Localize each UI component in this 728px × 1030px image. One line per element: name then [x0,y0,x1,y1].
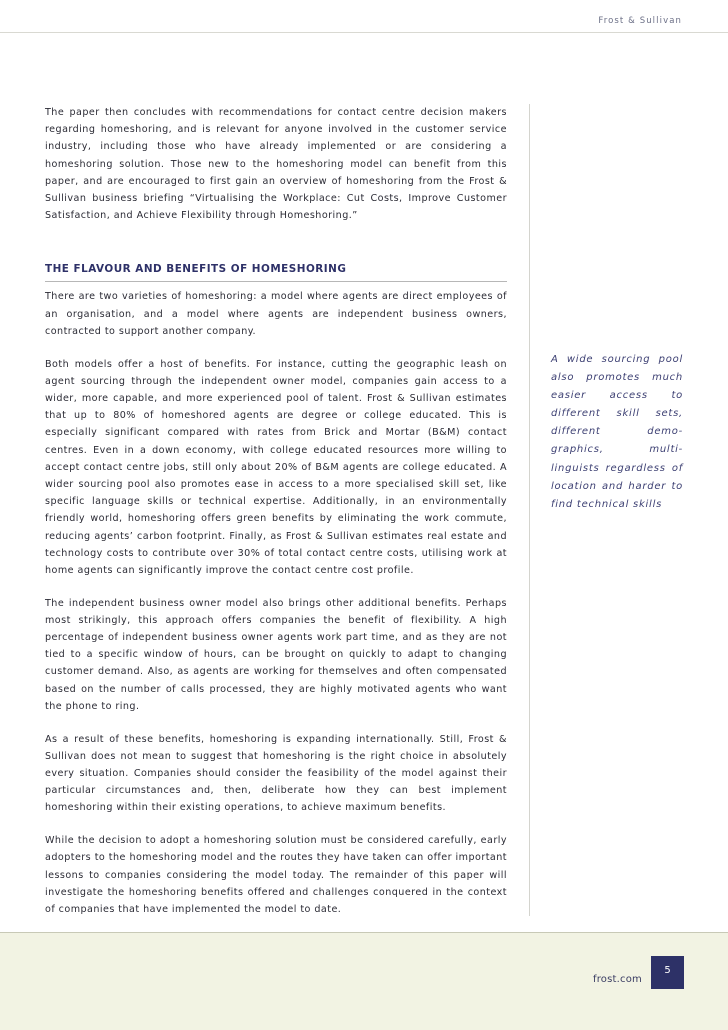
header-brand: Frost & Sullivan [598,16,682,26]
body-paragraph: Both models offer a host of benefits. For instance, cutting the geographic leash on agent sourcing through the independent owner model, companies gain access to a wider, more capable, and more experienced pool of talent. Frost & Sullivan estimates that up to 80% of homeshored agents are degree or college educated. This is especially significant compared with rates from Brick and Mortar (B&M) contact centres. Even in a down economy, with college educated resources more willing to accept contact centre jobs, still only about 20% of B&M agents are college educated. A wider sourcing pool also promotes ease in access to a more specialised skill set, like specific language skills or technical expertise. Additionally, in an environmentally friendly world, homeshoring offers green benefits by eliminating the work commute, reducing agents’ carbon footprint. Finally, as Frost & Sullivan estimates real estate and technology costs to contribute over 30% of total contact centre costs, utilising work at home agents can significantly improve the contact centre cost profile. [45,358,507,576]
section-heading-wrap [45,263,507,282]
footer-site-link[interactable]: frost.com [593,974,642,985]
header-divider [0,32,728,33]
main-column [45,104,507,934]
body-paragraph: As a result of these benefits, homeshoring is expanding internationally. Still, Frost & Sullivan does not mean to suggest that homeshoring is the right choice in absolutely every situation. Companies should consider the feasibility of the model against their particular circumstances and, then, deliberate how they can best implement homeshoring within their existing operations, to achieve maximum benefits. [45,733,507,814]
column-divider [529,104,530,916]
pull-quote: A wide sourcing pool also promotes much easier access to different skill sets, different demo-graphics, multi-linguists regardless of location and harder to find technical skills [551,354,683,510]
intro-paragraph: The paper then concludes with recommendations for contact centre decision makers regarding homeshoring, and is relevant for anyone involved in the customer service industry, including those who have already implemented or are considering a homeshoring solution. Those new to the homeshoring model can benefit from this paper, and are encouraged to first gain an overview of homeshoring from the Frost & Sullivan business briefing “Virtualising the Workplace: Cut Costs, Improve Customer Satisfaction, and Achieve Flexibility through Homeshoring.” [45,107,507,222]
section-heading: THE FLAVOUR AND BENEFITS OF HOMESHORING [45,263,507,282]
body-paragraph: The independent business owner model also brings other additional benefits. Perhaps most strikingly, this approach offers companies the benefit of flexibility. A high percentage of independent business owner agents work part time, and as they are not tied to a specific window of hours, can be brought on quickly to adapt to changing customer demand. Also, as agents are working for themselves and often compensated based on the number of calls processed, they are highly motivated agents who want the phone to ring. [45,597,507,712]
page-number: 5 [651,956,684,989]
body-paragraph: While the decision to adopt a homeshoring solution must be considered carefully, early adopters to the homeshoring model and the routes they have taken can offer important lessons to companies considering the model today. The remainder of this paper will investigate the homeshoring benefits offered and challenges conquered in the context of companies that have implemented the model to date. [45,835,507,915]
body-paragraph: There are two varieties of homeshoring: a model where agents are direct employees of an organisation, and a model where agents are independent business owners, contracted to support another company. [45,291,507,337]
